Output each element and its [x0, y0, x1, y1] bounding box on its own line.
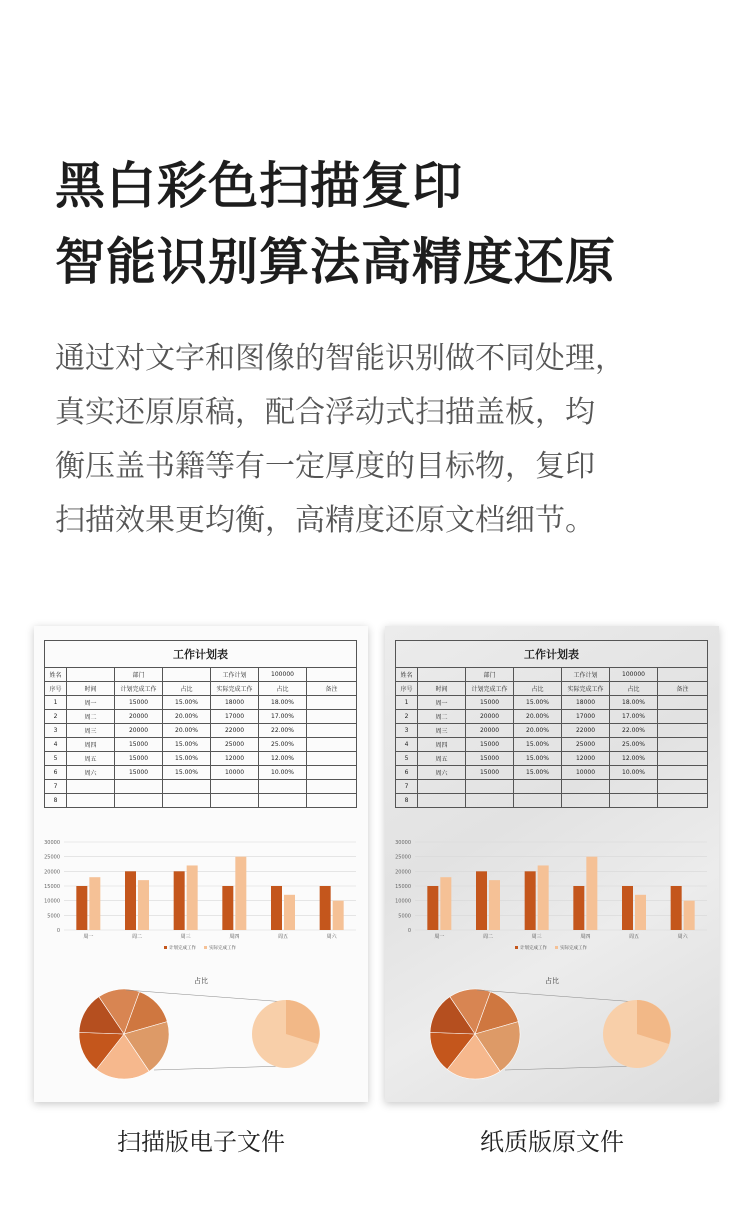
table-cell	[307, 752, 357, 766]
table-cell: 20000	[466, 710, 514, 724]
table-cell: 姓名	[396, 668, 418, 682]
table-cell: 工作计划	[211, 668, 259, 682]
table-cell: 15.00%	[163, 752, 211, 766]
headline-line-2: 智能识别算法高精度还原	[55, 233, 616, 291]
table-cell: 12.00%	[259, 752, 307, 766]
pie-chart	[34, 982, 368, 1092]
y-tick-label: 5000	[47, 913, 60, 920]
intro-line: 通过对文字和图像的智能识别做不同处理，	[55, 341, 625, 376]
table-row	[396, 752, 708, 766]
bar	[235, 857, 246, 930]
table-cell: 周四	[418, 738, 466, 752]
table-cell	[658, 724, 708, 738]
intro-line: 真实还原原稿，配合浮动式扫描盖板，均	[55, 395, 595, 430]
x-tick-label: 周三	[531, 934, 542, 940]
table-cell	[67, 668, 115, 682]
table-cell: 10000	[562, 766, 610, 780]
table-cell: 18000	[211, 696, 259, 710]
intro-line: 衡压盖书籍等有一定厚度的目标物，复印	[55, 449, 595, 484]
table-row	[396, 738, 708, 752]
bar	[320, 886, 331, 930]
legend-label: 实际完成工作	[209, 946, 236, 951]
table-cell: 7	[45, 780, 67, 794]
bar	[89, 877, 100, 930]
x-tick-label: 周二	[131, 934, 143, 940]
table-cell	[307, 724, 357, 738]
bar	[333, 901, 344, 930]
table-cell	[418, 794, 466, 808]
table-cell: 序号	[45, 682, 67, 696]
legend-swatch	[515, 946, 518, 949]
table-cell: 15000	[115, 766, 163, 780]
paper-document	[385, 626, 719, 1102]
table-cell	[307, 794, 357, 808]
table-row	[396, 710, 708, 724]
table-row	[396, 766, 708, 780]
table-cell: 周五	[418, 752, 466, 766]
table-cell: 22000	[211, 724, 259, 738]
work-plan-table	[44, 640, 357, 808]
x-tick-label: 周五	[277, 934, 289, 940]
table-cell	[466, 780, 514, 794]
table-cell: 15.00%	[514, 752, 562, 766]
table-cell: 22.00%	[259, 724, 307, 738]
table-cell: 100000	[610, 668, 658, 682]
connector-line	[154, 1066, 286, 1070]
table-cell	[658, 752, 708, 766]
table-cell	[307, 668, 357, 682]
table-cell	[115, 780, 163, 794]
table-cell	[418, 780, 466, 794]
table-cell: 15000	[466, 752, 514, 766]
table-cell: 17.00%	[259, 710, 307, 724]
table-cell	[658, 766, 708, 780]
caption-paper: 纸质版原文件	[480, 1128, 624, 1156]
y-tick-label: 20000	[395, 869, 411, 876]
y-tick-label: 0	[56, 928, 60, 934]
table-cell: 计划完成工作	[466, 682, 514, 696]
table-cell: 8	[396, 794, 418, 808]
pie-chart	[385, 982, 719, 1092]
y-tick-label: 20000	[44, 869, 60, 876]
table-cell: 15.00%	[514, 738, 562, 752]
bar	[476, 871, 487, 930]
pie-chart-title: 占比	[545, 977, 559, 985]
table-cell: 25.00%	[259, 738, 307, 752]
table-cell: 15000	[115, 696, 163, 710]
x-tick-label: 周四	[580, 934, 591, 940]
bar	[586, 857, 597, 930]
x-tick-label: 周一	[434, 934, 445, 940]
table-cell	[211, 794, 259, 808]
table-cell: 25.00%	[610, 738, 658, 752]
table-cell	[259, 780, 307, 794]
bar	[222, 886, 233, 930]
table-cell: 12000	[211, 752, 259, 766]
scanned-document	[34, 626, 368, 1102]
x-tick-label: 周六	[677, 934, 688, 940]
table-row	[45, 780, 357, 794]
table-cell: 8	[45, 794, 67, 808]
x-tick-label: 周三	[180, 934, 191, 940]
table-cell: 5	[396, 752, 418, 766]
table-cell: 实际完成工作	[211, 682, 259, 696]
table-cell: 22.00%	[610, 724, 658, 738]
x-tick-label: 周四	[229, 934, 240, 940]
bar	[125, 871, 136, 930]
table-cell: 部门	[115, 668, 163, 682]
table-cell: 5	[45, 752, 67, 766]
table-cell	[307, 738, 357, 752]
headline-line-1: 黑白彩色扫描复印	[55, 157, 463, 215]
bar-chart	[385, 832, 719, 962]
bar	[284, 895, 295, 930]
bar	[174, 871, 185, 930]
table-cell: 15.00%	[163, 696, 211, 710]
table-cell: 6	[396, 766, 418, 780]
table-cell: 占比	[514, 682, 562, 696]
table-row	[45, 696, 357, 710]
table-cell: 4	[396, 738, 418, 752]
table-info-row	[396, 668, 708, 682]
table-cell	[658, 696, 708, 710]
table-cell: 6	[45, 766, 67, 780]
table-cell	[163, 780, 211, 794]
table-header-row	[396, 682, 708, 696]
y-tick-label: 5000	[398, 913, 411, 920]
table-cell: 占比	[163, 682, 211, 696]
legend-label: 计划完成工作	[169, 946, 196, 951]
table-cell: 1	[396, 696, 418, 710]
table-cell: 周五	[67, 752, 115, 766]
table-cell	[307, 710, 357, 724]
table-cell: 序号	[396, 682, 418, 696]
table-cell: 20.00%	[514, 724, 562, 738]
table-cell: 周六	[67, 766, 115, 780]
bar	[76, 886, 87, 930]
y-tick-label: 10000	[44, 898, 60, 905]
table-row	[45, 724, 357, 738]
bar	[187, 865, 198, 930]
table-cell	[658, 780, 708, 794]
bar	[440, 877, 451, 930]
table-cell	[562, 794, 610, 808]
table-cell: 15.00%	[163, 766, 211, 780]
connector-line	[505, 1066, 637, 1070]
table-row	[45, 710, 357, 724]
table-cell: 15000	[115, 752, 163, 766]
table-cell	[259, 794, 307, 808]
pie-chart-title: 占比	[194, 977, 208, 985]
x-tick-label: 周二	[482, 934, 494, 940]
table-cell: 1	[45, 696, 67, 710]
table-cell: 20000	[115, 724, 163, 738]
legend-label: 实际完成工作	[560, 946, 587, 951]
table-cell: 备注	[307, 682, 357, 696]
y-tick-label: 25000	[395, 854, 411, 861]
table-row	[45, 738, 357, 752]
table-cell: 3	[396, 724, 418, 738]
table-cell: 周二	[67, 710, 115, 724]
table-cell: 15000	[466, 696, 514, 710]
y-tick-label: 30000	[395, 840, 411, 846]
table-cell: 周三	[67, 724, 115, 738]
table-cell: 10.00%	[610, 766, 658, 780]
table-cell: 18.00%	[259, 696, 307, 710]
table-cell: 周四	[67, 738, 115, 752]
table-cell: 时间	[418, 682, 466, 696]
y-tick-label: 10000	[395, 898, 411, 905]
table-cell: 17000	[562, 710, 610, 724]
x-tick-label: 周五	[628, 934, 640, 940]
table-cell: 15000	[466, 738, 514, 752]
bar-chart	[34, 832, 368, 962]
table-cell: 4	[45, 738, 67, 752]
table-cell: 计划完成工作	[115, 682, 163, 696]
table-cell: 周二	[418, 710, 466, 724]
table-cell	[163, 794, 211, 808]
legend-swatch	[164, 946, 167, 949]
table-cell: 2	[396, 710, 418, 724]
table-cell	[514, 794, 562, 808]
table-cell	[658, 710, 708, 724]
table-cell: 时间	[67, 682, 115, 696]
table-cell: 25000	[211, 738, 259, 752]
y-tick-label: 15000	[395, 884, 411, 890]
bar	[271, 886, 282, 930]
headline	[55, 148, 715, 300]
bar	[525, 871, 536, 930]
intro-paragraph	[55, 332, 715, 548]
table-cell: 18.00%	[610, 696, 658, 710]
table-cell: 备注	[658, 682, 708, 696]
table-cell	[610, 780, 658, 794]
table-cell: 17000	[211, 710, 259, 724]
table-cell: 周一	[418, 696, 466, 710]
table-header-row	[45, 682, 357, 696]
table-cell: 12.00%	[610, 752, 658, 766]
intro-line: 扫描效果更均衡，高精度还原文档细节。	[55, 503, 595, 538]
table-cell: 12000	[562, 752, 610, 766]
table-row	[396, 696, 708, 710]
bar	[635, 895, 646, 930]
bar	[538, 865, 549, 930]
table-title: 工作计划表	[45, 641, 357, 668]
table-cell: 20.00%	[163, 724, 211, 738]
table-cell: 18000	[562, 696, 610, 710]
y-tick-label: 15000	[44, 884, 60, 890]
bar	[684, 901, 695, 930]
bar	[138, 880, 149, 930]
table-cell: 20000	[466, 724, 514, 738]
caption-scanned: 扫描版电子文件	[117, 1128, 285, 1156]
table-cell: 22000	[562, 724, 610, 738]
table-cell	[307, 766, 357, 780]
table-cell: 20.00%	[514, 710, 562, 724]
table-cell	[418, 668, 466, 682]
legend-swatch	[204, 946, 207, 949]
legend-swatch	[555, 946, 558, 949]
table-cell: 20000	[115, 710, 163, 724]
table-cell: 部门	[466, 668, 514, 682]
x-tick-label: 周六	[326, 934, 337, 940]
table-cell: 周三	[418, 724, 466, 738]
table-row	[396, 794, 708, 808]
table-cell: 15.00%	[514, 766, 562, 780]
table-cell: 15000	[466, 766, 514, 780]
y-tick-label: 30000	[44, 840, 60, 846]
table-title: 工作计划表	[396, 641, 708, 668]
table-row	[45, 794, 357, 808]
table-cell: 3	[45, 724, 67, 738]
table-row	[45, 766, 357, 780]
table-row	[396, 724, 708, 738]
bar	[622, 886, 633, 930]
table-cell	[610, 794, 658, 808]
table-cell: 20.00%	[163, 710, 211, 724]
table-cell	[514, 668, 562, 682]
table-row	[396, 780, 708, 794]
table-cell: 周六	[418, 766, 466, 780]
table-info-row	[45, 668, 357, 682]
work-plan-table	[395, 640, 708, 808]
table-cell	[67, 780, 115, 794]
table-cell: 100000	[259, 668, 307, 682]
bar	[671, 886, 682, 930]
table-cell	[562, 780, 610, 794]
table-cell: 姓名	[45, 668, 67, 682]
y-tick-label: 0	[407, 928, 411, 934]
bar	[427, 886, 438, 930]
table-cell: 7	[396, 780, 418, 794]
table-cell: 周一	[67, 696, 115, 710]
table-cell: 15.00%	[163, 738, 211, 752]
table-cell	[658, 668, 708, 682]
table-cell	[211, 780, 259, 794]
table-cell: 10000	[211, 766, 259, 780]
table-cell: 实际完成工作	[562, 682, 610, 696]
y-tick-label: 25000	[44, 854, 60, 861]
table-cell	[307, 696, 357, 710]
table-cell: 2	[45, 710, 67, 724]
table-cell: 15000	[115, 738, 163, 752]
table-cell: 17.00%	[610, 710, 658, 724]
table-cell: 占比	[610, 682, 658, 696]
table-cell	[307, 780, 357, 794]
bar	[489, 880, 500, 930]
table-cell	[514, 780, 562, 794]
table-cell: 10.00%	[259, 766, 307, 780]
table-cell	[658, 794, 708, 808]
table-cell: 工作计划	[562, 668, 610, 682]
table-cell	[466, 794, 514, 808]
table-cell	[67, 794, 115, 808]
table-cell: 25000	[562, 738, 610, 752]
bar	[573, 886, 584, 930]
table-cell	[658, 738, 708, 752]
table-cell: 15.00%	[514, 696, 562, 710]
table-cell	[163, 668, 211, 682]
table-row	[45, 752, 357, 766]
x-tick-label: 周一	[83, 934, 94, 940]
table-cell: 占比	[259, 682, 307, 696]
table-cell	[115, 794, 163, 808]
legend-label: 计划完成工作	[520, 946, 547, 951]
